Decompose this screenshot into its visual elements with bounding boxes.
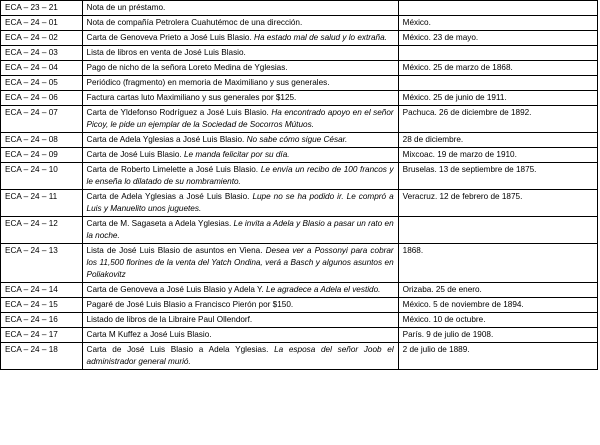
- record-code: ECA – 24 – 12: [1, 217, 83, 244]
- description-note: Ha encontrado apoyo en el señor Picoy, le pide un ejemplar de la Sociedad de Socorros Mútuos.: [86, 108, 394, 129]
- table-row: [1, 46, 598, 61]
- table-row: [1, 76, 598, 91]
- catalog-body: [1, 1, 598, 370]
- record-place-date: [398, 76, 597, 91]
- record-description: [82, 133, 398, 148]
- record-description: [82, 76, 398, 91]
- description-text: Carta de José Luis Blasio.: [86, 150, 182, 159]
- record-place-date: México. 25 de junio de 1911.: [398, 91, 597, 106]
- record-code: ECA – 24 – 07: [1, 106, 83, 133]
- record-code: ECA – 24 – 01: [1, 16, 83, 31]
- record-code: ECA – 24 – 14: [1, 283, 83, 298]
- record-description: [82, 217, 398, 244]
- table-row: [1, 61, 598, 76]
- record-place-date: México. 25 de marzo de 1868.: [398, 61, 597, 76]
- description-text: Carta de M. Sagaseta a Adela Yglesias.: [86, 219, 232, 228]
- record-code: ECA – 24 – 15: [1, 298, 83, 313]
- table-row: [1, 163, 598, 190]
- record-description: [82, 163, 398, 190]
- table-row: [1, 148, 598, 163]
- record-place-date: [398, 217, 597, 244]
- table-row: [1, 217, 598, 244]
- record-description: [82, 298, 398, 313]
- record-code: ECA – 24 – 05: [1, 76, 83, 91]
- description-note: Le agradece a Adela el vestido.: [266, 285, 381, 294]
- description-text: Nota de compañía Petrolera Cuahutémoc de una dirección.: [86, 18, 303, 27]
- record-code: ECA – 24 – 09: [1, 148, 83, 163]
- table-row: [1, 31, 598, 46]
- record-code: ECA – 24 – 11: [1, 190, 83, 217]
- record-code: ECA – 24 – 06: [1, 91, 83, 106]
- record-code: ECA – 24 – 08: [1, 133, 83, 148]
- record-description: [82, 343, 398, 370]
- description-note: Le invita a Adela y Blasio a pasar un rato en la noche.: [86, 219, 394, 240]
- description-text: Pagaré de José Luis Blasio a Francisco Pierón por $150.: [86, 300, 294, 309]
- record-place-date: México. 23 de mayo.: [398, 31, 597, 46]
- description-text: Carta M Kuffez a José Luis Blasio.: [86, 330, 212, 339]
- record-description: [82, 106, 398, 133]
- description-text: Carta de José Luis Blasio a Adela Yglesias.: [86, 345, 269, 354]
- description-note: La esposa del señor Joob el administrador general murió.: [86, 345, 394, 366]
- record-description: [82, 1, 398, 16]
- record-place-date: México. 5 de noviembre de 1894.: [398, 298, 597, 313]
- description-text: Periódico (fragmento) en memoria de Maximiliano y sus generales.: [86, 78, 330, 87]
- table-row: [1, 298, 598, 313]
- record-description: [82, 328, 398, 343]
- record-description: [82, 313, 398, 328]
- record-description: [82, 148, 398, 163]
- description-text: Carta de Genoveva a José Luis Blasio y Adela Y.: [86, 285, 264, 294]
- record-description: [82, 61, 398, 76]
- record-place-date: México. 10 de octubre.: [398, 313, 597, 328]
- record-place-date: Mixcoac. 19 de marzo de 1910.: [398, 148, 597, 163]
- description-text: Carta de Roberto Limelette a José Luis Blasio.: [86, 165, 259, 174]
- description-text: Nota de un préstamo.: [86, 3, 166, 12]
- record-code: ECA – 23 – 21: [1, 1, 83, 16]
- description-note: Lupe no se ha podido ir. Le compró a Luis y Manuelito unos juguetes.: [86, 192, 394, 213]
- description-text: Carta de Genoveva Prieto a José Luis Blasio.: [86, 33, 252, 42]
- description-text: Carta de Adela Yglesias a José Luis Blasio.: [86, 135, 245, 144]
- record-place-date: [398, 46, 597, 61]
- table-row: [1, 91, 598, 106]
- description-text: Carta de Yldefonso Rodríguez a José Luis Blasio.: [86, 108, 269, 117]
- table-row: [1, 313, 598, 328]
- table-row: [1, 1, 598, 16]
- record-place-date: México.: [398, 16, 597, 31]
- record-description: [82, 283, 398, 298]
- record-code: ECA – 24 – 10: [1, 163, 83, 190]
- record-place-date: [398, 1, 597, 16]
- record-description: [82, 31, 398, 46]
- table-row: [1, 343, 598, 370]
- record-code: ECA – 24 – 13: [1, 244, 83, 283]
- table-row: [1, 283, 598, 298]
- table-row: [1, 244, 598, 283]
- record-code: ECA – 24 – 17: [1, 328, 83, 343]
- record-description: [82, 46, 398, 61]
- description-text: Factura cartas luto Maximiliano y sus generales por $125.: [86, 93, 297, 102]
- record-place-date: 1868.: [398, 244, 597, 283]
- record-code: ECA – 24 – 03: [1, 46, 83, 61]
- description-text: Lista de José Luis Blasio de asuntos en Viena.: [86, 246, 263, 255]
- record-place-date: Pachuca. 26 de diciembre de 1892.: [398, 106, 597, 133]
- record-place-date: Orizaba. 25 de enero.: [398, 283, 597, 298]
- description-note: Ha estado mal de salud y lo extraña.: [254, 33, 387, 42]
- record-code: ECA – 24 – 16: [1, 313, 83, 328]
- record-description: [82, 190, 398, 217]
- record-description: [82, 244, 398, 283]
- description-text: Pago de nicho de la señora Loreto Medina de Yglesias.: [86, 63, 288, 72]
- record-code: ECA – 24 – 18: [1, 343, 83, 370]
- description-note: Desea ver a Possonyi para cobrar los 11,500 florines de la venta del Yatch Ondina, verá a Basch y algunos asuntos en Poliakovitz: [86, 246, 394, 279]
- table-row: [1, 190, 598, 217]
- description-note: No sabe cómo sigue César.: [246, 135, 348, 144]
- description-note: Le manda felicitar por su día.: [183, 150, 290, 159]
- record-place-date: Bruselas. 13 de septiembre de 1875.: [398, 163, 597, 190]
- record-place-date: París. 9 de julio de 1908.: [398, 328, 597, 343]
- table-row: [1, 16, 598, 31]
- table-row: [1, 328, 598, 343]
- record-place-date: Veracruz. 12 de febrero de 1875.: [398, 190, 597, 217]
- description-text: Lista de libros en venta de José Luis Blasio.: [86, 48, 246, 57]
- description-note: Le envía un recibo de 100 francos y le enseña lo dilatado de su nombramiento.: [86, 165, 394, 186]
- record-description: [82, 16, 398, 31]
- record-code: ECA – 24 – 04: [1, 61, 83, 76]
- record-place-date: 2 de julio de 1889.: [398, 343, 597, 370]
- table-row: [1, 106, 598, 133]
- table-row: [1, 133, 598, 148]
- record-description: [82, 91, 398, 106]
- record-place-date: 28 de diciembre.: [398, 133, 597, 148]
- description-text: Carta de Adela Yglesias a José Luis Blasio.: [86, 192, 250, 201]
- record-code: ECA – 24 – 02: [1, 31, 83, 46]
- description-text: Listado de libros de la Libraire Paul Ollendorf.: [86, 315, 253, 324]
